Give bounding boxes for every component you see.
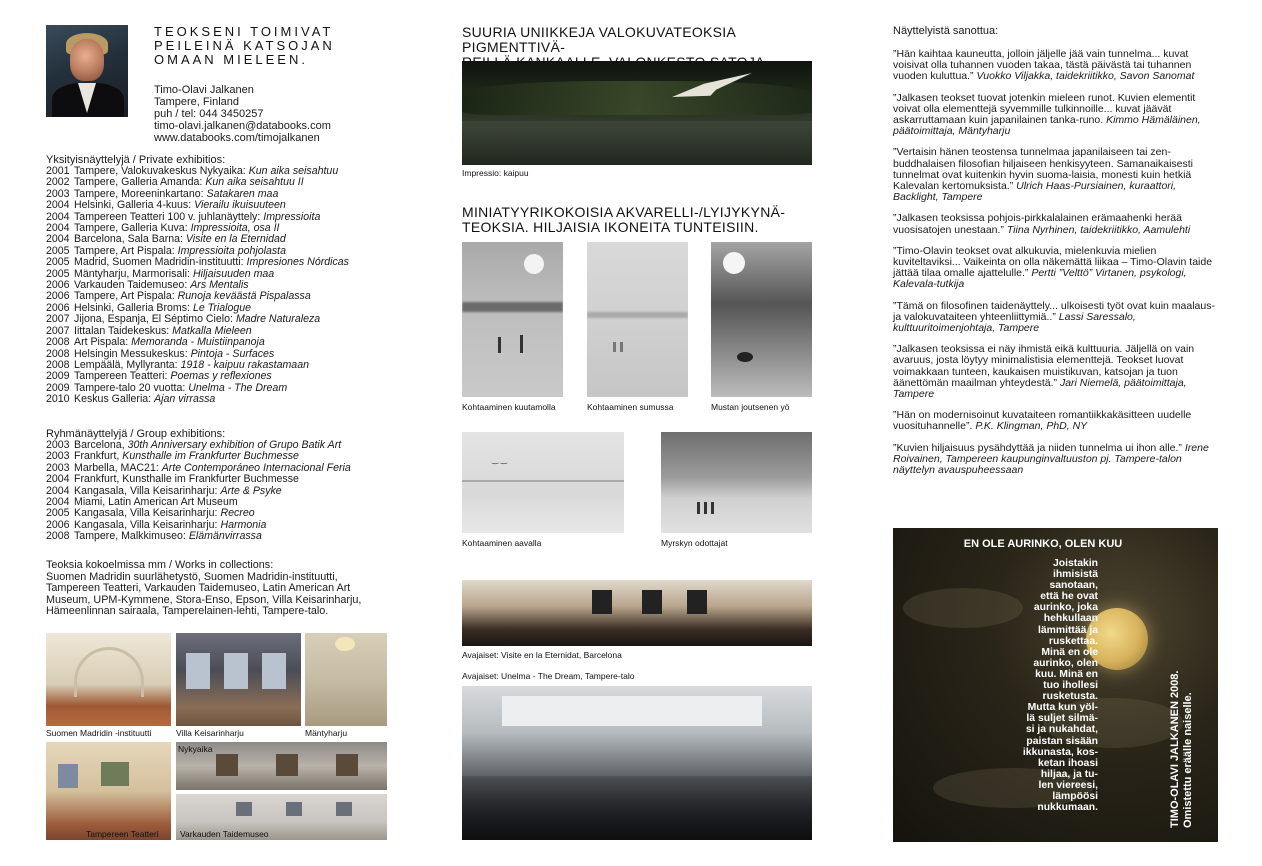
photo-opening-barcelona xyxy=(462,580,812,646)
exhibition-year: 2003 xyxy=(46,187,70,200)
exhibition-year: 2009 xyxy=(46,370,70,383)
exhibition-row xyxy=(46,394,414,405)
email-link[interactable]: timo-olavi.jalkanen@databooks.com xyxy=(154,120,331,132)
exhibition-place: Helsinki, Galleria Broms: xyxy=(74,301,190,314)
caption-teatteri: Tampereen Teatteri xyxy=(86,829,159,839)
quote-author: Ulrich Haas-Pursiainen, kuraattori, Backlight, Tampere xyxy=(893,180,1177,204)
exhibition-place: Marbella, MAC21: xyxy=(74,461,159,474)
exhibition-place: Frankfurt, Kunsthalle im Frankfurter Buchmesse xyxy=(74,473,299,486)
exhibition-title: Kun aika seisahtuu II xyxy=(205,176,304,189)
mini-joutsen xyxy=(711,242,812,397)
exhibition-year: 2004 xyxy=(46,473,70,486)
caption-opening-barcelona: Avajaiset: Visite en la Eternidat, Barcelona xyxy=(462,650,622,660)
collections-line: Hämeenlinnan sairaala, Tamperelainen-lehti, Tampere-talo. xyxy=(46,605,329,618)
artist-portrait xyxy=(46,25,128,117)
exhibition-title: Ajan virrassa xyxy=(154,393,216,406)
photo-opening-tampere xyxy=(462,686,812,840)
quote xyxy=(893,301,1218,335)
exhibition-place: Keskus Galleria: xyxy=(74,393,152,406)
quote xyxy=(893,344,1218,400)
mini-sumussa xyxy=(587,242,688,397)
exhibition-title: 30th Anniversary exhibition of Grupo Batik Art xyxy=(127,439,342,451)
exhibition-year: 2006 xyxy=(46,279,70,292)
exhibition-title: Ars Mentalis xyxy=(190,279,249,292)
caption-joutsen: Mustan joutsenen yö xyxy=(711,402,790,412)
caption-impressio: Impressio: kaipuu xyxy=(462,168,529,178)
exhibition-place: Frankfurt, xyxy=(74,450,120,463)
quote-text: ”Jalkasen teoksissa pohjois-pirkkalalainen erämaahenki herää vuosisatojen unestaan.” xyxy=(893,212,1182,236)
exhibition-place: Lempäälä, Myllyranta: xyxy=(74,358,178,371)
exhibition-title: Memoranda - Muistiinpanoja xyxy=(131,336,265,349)
exhibition-year: 2006 xyxy=(46,290,70,303)
quote xyxy=(893,49,1218,83)
caption-mantyharju: Mäntyharju xyxy=(305,728,348,738)
quotes-heading: Näyttelyistä sanottua: xyxy=(893,25,999,37)
exhibition-year: 2009 xyxy=(46,381,70,394)
quote-author: Kimmo Hämäläinen, päätoimittaja, Mäntyharju xyxy=(893,114,1201,138)
mini-myrsky xyxy=(661,432,812,533)
quote xyxy=(893,93,1218,138)
collections xyxy=(46,560,414,618)
quote-text: ”Timo-Olavin teokset ovat alkukuvia, mielenkuvia mielien kuviteltaviksi... Vaikeinta on olla näkemättä liikaa – Timo-Olavin taide jättää tilaa omalle ajattelulle.” xyxy=(893,244,1213,280)
contact-info xyxy=(154,84,414,144)
exhibition-place: Tampere, Valokuvakeskus Nykyaika: xyxy=(74,165,246,177)
exhibition-year: 2005 xyxy=(46,244,70,257)
exhibition-title: Unelma - The Dream xyxy=(188,381,288,394)
quote-author: Jari Niemelä, päätoimittaja, Tampere xyxy=(893,376,1187,401)
exhibition-title: 1918 - kaipuu rakastamaan xyxy=(180,358,309,371)
exhibition-place: Iittalan Taidekeskus: xyxy=(74,324,170,337)
quote-author: Tiina Nyrhinen, taidekriitikko, Aamulehti xyxy=(1006,223,1191,236)
exhibition-place: Kangasala, Villa Keisarinharju: xyxy=(74,518,218,531)
exhibition-year: 2004 xyxy=(46,222,70,235)
exhibition-title: Matkalla Mieleen xyxy=(172,324,252,337)
mini-kuutamolla xyxy=(462,242,563,397)
exhibition-year: 2004 xyxy=(46,233,70,246)
exhibition-row xyxy=(46,531,414,542)
exhibition-title: Impressioita xyxy=(263,210,321,223)
solo-exhibitions xyxy=(46,154,414,406)
exhibition-title: Vierailu ikuisuuteen xyxy=(194,199,286,212)
exhibition-title: Poemas y reflexiones xyxy=(170,370,272,383)
quotes-list xyxy=(893,49,1218,486)
exhibition-title: Elämänvirrassa xyxy=(188,530,262,543)
exhibition-title: Pintoja - Surfaces xyxy=(190,347,275,360)
exhibition-place: Tampere, Art Pispala: xyxy=(74,244,175,257)
exhibition-place: Helsinki, Galleria 4-kuus: xyxy=(74,199,192,212)
caption-varkaus: Varkauden Taidemuseo xyxy=(180,829,269,839)
exhibition-place: Barcelona, xyxy=(74,439,125,451)
exhibition-title: Kun aika seisahtuu xyxy=(248,165,339,177)
collections-line: Suomen Madridin suurlähetystö, Suomen Madridin-instituutti, xyxy=(46,570,338,583)
exhibition-year: 2007 xyxy=(46,324,70,337)
exhibition-year: 2008 xyxy=(46,347,70,360)
collections-line: Tampereen Teatteri, Varkauden Taidemuseo, Latin American Art xyxy=(46,582,351,595)
exhibition-place: Tampere, Moreeninkartano: xyxy=(74,187,204,200)
exhibition-year: 2008 xyxy=(46,336,70,349)
miniature-title: MINIATYYRIKOKOISIA AKVARELLI-/LYIJYKYNÄ- TEOKSIA. HILJAISIA IKONEITA TUNTEISIIN. xyxy=(462,204,786,235)
quote-author: Irene Roivainen, Tampereen kaupunginvaltuuston pj. Tampere-talon näyttelyn avauspuheessaan xyxy=(893,441,1209,477)
exhibition-place: Helsingin Messukeskus: xyxy=(74,347,188,360)
exhibition-title: Impressioita pohjolasta xyxy=(177,244,286,257)
quote-author: Lassi Saressalo, kulttuuritoimenjohtaja, Tampere xyxy=(893,310,1136,335)
photo-tampereen-teatteri xyxy=(46,742,171,840)
exhibition-place: Tampere, Malkkimuseo: xyxy=(74,530,186,543)
quote-text: ”Hän on modernisoinut kuvataiteen romantiikkakäsitteen uudelle vuosituhannelle”. xyxy=(893,409,1192,433)
quote-author: Vuokko Viljakka, taidekriitikko, Savon Sanomat xyxy=(976,70,1195,83)
exhibition-year: 2006 xyxy=(46,301,70,314)
exhibition-place: Barcelona, Sala Barna: xyxy=(74,233,183,246)
poem-dedication: TIMO-OLAVI JALKANEN 2008. Omistettu eräälle naiselle. xyxy=(1169,670,1194,828)
exhibition-place: Varkauden Taidemuseo: xyxy=(74,279,188,292)
website-link[interactable]: www.databooks.com/timojalkanen xyxy=(154,132,320,144)
quote-text: ”Jalkasen teokset tuovat jotenkin mieleen runot. Kuvien elementit voivat olla elementtejä syvemmille tulkinnoille... kuvat jäävät askarruttamaan kuin japanilainen tanka-runo. xyxy=(893,91,1196,127)
exhibition-place: Miami, Latin American Art Museum xyxy=(74,496,238,509)
caption-aavalla: Kohtaaminen aavalla xyxy=(462,538,542,548)
exhibition-year: 2005 xyxy=(46,267,70,280)
quote-text: ”Vertaisin hänen teostensa tunnelmaa japanilaiseen tai zen-buddhalaisen filosofian hiljaiseen henkisyyteen. Samanaikaisesti tunnelmat ovat kuitenkin hyvin suoma-laisia, monesti kuin hetkiä Kalevalan kertomuksista.” xyxy=(893,146,1194,193)
exhibition-title: Visite en la Eternidad xyxy=(185,233,286,246)
exhibition-year: 2008 xyxy=(46,358,70,371)
poem-title: EN OLE AURINKO, OLEN KUU xyxy=(963,538,1123,550)
exhibition-place: Madrid, Suomen Madridin-instituutti: xyxy=(74,256,244,269)
photo-villa xyxy=(176,633,301,726)
exhibition-year: 2008 xyxy=(46,530,70,543)
canvas-works-title: SUURIA UNIIKKEJA VALOKUVATEOKSIA PIGMENTTIVÄ- xyxy=(462,24,736,55)
poem-panel xyxy=(893,528,1218,842)
exhibition-year: 2004 xyxy=(46,199,70,212)
exhibition-year: 2004 xyxy=(46,496,70,509)
exhibition-place: Tampere, Art Pispala: xyxy=(74,290,175,303)
exhibition-title: Impresiones Nórdicas xyxy=(246,256,349,269)
exhibition-title: Le Trialogue xyxy=(192,301,252,314)
photo-madrid-institute xyxy=(46,633,171,726)
photo-impressio-kaipuu xyxy=(462,61,812,165)
exhibition-title: Hiljaisuuden maa xyxy=(192,267,275,280)
exhibition-title: Madre Naturaleza xyxy=(235,313,321,326)
mini-aavalla: ‿ ‿ xyxy=(462,432,624,533)
phone: puh / tel: 044 3450257 xyxy=(154,108,264,120)
exhibition-title: Satakaren maa xyxy=(206,187,279,200)
exhibition-place: Tampere-talo 20 vuotta: xyxy=(74,381,186,394)
exhibition-year: 2003 xyxy=(46,461,70,474)
exhibition-place: Tampere, Galleria Kuva: xyxy=(74,222,188,235)
caption-nykyaika: Nykyaika xyxy=(178,744,213,754)
exhibition-title: Runoja keväästä Pispalassa xyxy=(177,290,311,303)
quote-text: ”Hän kaihtaa kauneutta, jolloin jäljelle jää vain tunnelma... kuvat voisivat olla tuhannen vuoden takaa, tästä päivästä tai tuhannen vuoden kuluttua.” xyxy=(893,48,1192,83)
exhibition-year: 2005 xyxy=(46,507,70,520)
solo-heading: Yksityisnäyttelyjä / Private exhibitios: xyxy=(46,154,226,166)
exhibition-year: 2004 xyxy=(46,210,70,223)
quote xyxy=(893,443,1218,477)
caption-sumussa: Kohtaaminen sumussa xyxy=(587,402,674,412)
exhibition-year: 2003 xyxy=(46,450,70,463)
poem-text: Joistakin ihmisistä sanotaan, että he ovat aurinko, joka hehkullaan lämmittää ja ruskettaa. Minä en ole aurinko, olen kuu. Minä en tuo ihollesi rusketusta. Mutta kun yöl- lä suljet silmä- si ja nukahdat, paistan sisään ikkunasta, kos- ketan ihoasi hiljaa, ja tu- len viereesi, lämpöösi nukkumaan. xyxy=(1022,558,1098,814)
exhibition-year: 2001 xyxy=(46,165,70,177)
artist-name: Timo-Olavi Jalkanen xyxy=(154,84,254,96)
exhibition-place: Jijona, Espanja, El Séptimo Cielo: xyxy=(74,313,233,326)
exhibition-place: Mäntyharju, Marmorisali: xyxy=(74,267,190,280)
exhibition-year: 2006 xyxy=(46,518,70,531)
exhibition-place: Kangasala, Villa Keisarinharju: xyxy=(74,507,218,520)
collections-heading: Teoksia kokoelmissa mm / Works in collections: xyxy=(46,559,274,571)
exhibition-title: Impressioita, osa II xyxy=(190,222,280,235)
caption-myrsky: Myrskyn odottajat xyxy=(661,538,728,548)
city: Tampere, Finland xyxy=(154,96,239,108)
quote xyxy=(893,410,1218,432)
exhibition-year: 2005 xyxy=(46,256,70,269)
exhibition-year: 2007 xyxy=(46,313,70,326)
exhibition-place: Tampereen Teatteri 100 v. juhlanäyttely: xyxy=(74,210,261,223)
exhibition-title: Arte Contemporáneo Internacional Feria xyxy=(161,461,351,474)
quote xyxy=(893,246,1218,291)
caption-madrid: Suomen Madridin -instituutti xyxy=(46,728,152,738)
quote-text: ”Tämä on filosofinen taidenäyttely... ulkoisesti työt ovat kuin maalaus- ja valokuvataiteen yhteenliittymiä..” xyxy=(893,299,1215,323)
group-list xyxy=(46,440,414,543)
collections-line: Museum, UPM-Kymmene, Stora-Enso, Epson, Villa Keisarinharju, xyxy=(46,593,362,606)
exhibition-title: Kunsthalle im Frankfurter Buchmesse xyxy=(122,450,299,463)
exhibition-year: 2002 xyxy=(46,176,70,189)
exhibition-place: Kangasala, Villa Keisarinharju: xyxy=(74,484,218,497)
motto: TEOKSENI TOIMIVAT PEILEINÄ KATSOJAN OMAAN MIELEEN. xyxy=(154,24,335,67)
photo-mantyharju xyxy=(305,633,387,726)
exhibition-year: 2003 xyxy=(46,439,70,451)
exhibition-place: Art Pispala: xyxy=(74,336,129,349)
solo-list xyxy=(46,166,414,406)
quote xyxy=(893,147,1218,203)
caption-villa: Villa Keisarinharju xyxy=(176,728,244,738)
quote-author: Pertti ”Velttö” Virtanen, psykologi, Kalevala-tutkija xyxy=(893,267,1187,291)
quote-text: ”Kuvien hiljaisuus pysähdyttää ja niiden tunnelma ui ihon alle.” xyxy=(893,441,1182,454)
caption-opening-tampere: Avajaiset: Unelma - The Dream, Tampere-talo xyxy=(462,671,635,681)
caption-kuutamolla: Kohtaaminen kuutamolla xyxy=(462,402,556,412)
exhibition-place: Tampere, Galleria Amanda: xyxy=(74,176,203,189)
exhibition-year: 2010 xyxy=(46,393,70,406)
quote xyxy=(893,213,1218,235)
exhibition-year: 2004 xyxy=(46,484,70,497)
group-exhibitions xyxy=(46,428,414,543)
exhibition-title: Harmonia xyxy=(220,518,267,531)
exhibition-title: Recreo xyxy=(220,507,255,520)
quote-author: P.K. Klingman, PhD, NY xyxy=(975,420,1088,433)
exhibition-title: Arte & Psyke xyxy=(220,484,282,497)
quote-text: ”Jalkasen teoksissa ei näy ihmistä eikä kulttuuria. Jäljellä on vain avaruus, josta löytyy minimalistisia elementtejä. Teokset luovat voimakkaan tunteen, kaukaisen muistikuvan, katsojan ja tuon äänettömän maailman yhteydestä.” xyxy=(893,343,1195,389)
group-heading: Ryhmänäyttelyjä / Group exhibitions: xyxy=(46,428,226,440)
exhibition-place: Tampereen Teatteri: xyxy=(74,370,168,383)
